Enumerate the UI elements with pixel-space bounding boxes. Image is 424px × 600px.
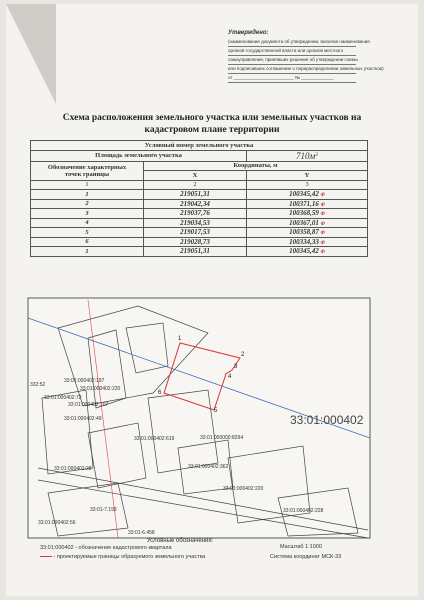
parcel-label: 33:01:000402:72 bbox=[44, 395, 82, 401]
point-label: 6 bbox=[158, 390, 162, 396]
parcel-label: 33:01:000402:56 bbox=[38, 520, 76, 526]
points-header-line-2: точек границы bbox=[64, 170, 110, 178]
points-header-line-1: Обозначение характерных bbox=[47, 163, 127, 171]
y-cell bbox=[247, 190, 368, 200]
point-number: 2 bbox=[31, 199, 144, 209]
point-number: 6 bbox=[31, 237, 144, 247]
y-value: 100358,87 bbox=[289, 228, 319, 237]
approval-line: органов государственной власти или органов местного bbox=[228, 47, 356, 56]
check-mark: Ф bbox=[320, 202, 325, 208]
point-label: 2 bbox=[241, 352, 245, 358]
x-value: 219042,34 bbox=[144, 199, 247, 209]
legend-item-boundary-text: - проектируемые границы образуемого земельного участка bbox=[53, 554, 206, 560]
y-value: 100368,59 bbox=[289, 209, 319, 218]
y-value: 100367,01 bbox=[289, 218, 319, 227]
x-value: 219034,53 bbox=[144, 218, 247, 228]
legend bbox=[40, 538, 380, 562]
legend-item-quarter: 33:01:000402 - обозначение кадастрового квартала bbox=[40, 545, 172, 551]
map-scale: Масштаб 1:1000 bbox=[280, 544, 322, 550]
title-line-1: Схема расположения земельного участка или земельных участков на bbox=[62, 113, 362, 123]
parcel-label: 33:01:000402:220 bbox=[223, 486, 264, 492]
approval-line: (наименование документа об утверждении, включая наименования bbox=[228, 38, 356, 47]
y-value: 100345,42 bbox=[289, 247, 319, 256]
y-value: 100371,16 bbox=[289, 199, 319, 208]
column-number: 2 bbox=[144, 180, 247, 190]
legend-title: Условные обозначения: bbox=[146, 538, 214, 544]
check-mark: Ф bbox=[320, 212, 325, 218]
column-number: 1 bbox=[31, 180, 144, 190]
y-cell bbox=[247, 228, 368, 238]
check-mark: Ф bbox=[320, 221, 325, 227]
table-row bbox=[31, 190, 368, 200]
table-row bbox=[31, 237, 368, 247]
x-value: 219028,73 bbox=[144, 237, 247, 247]
area-cell bbox=[247, 150, 368, 161]
y-cell bbox=[247, 218, 368, 228]
red-line-swatch bbox=[40, 556, 52, 557]
x-value: 219037,76 bbox=[144, 209, 247, 219]
parcel-label: 33:01:000402:49 bbox=[64, 416, 102, 422]
approval-line: или подписавших соглашение о перераспределении земельных участков) bbox=[228, 65, 356, 74]
parcel-label: 33:01:000402:107 bbox=[68, 402, 109, 408]
points-header bbox=[31, 161, 144, 180]
parcel-label: 33:01:000402:197 bbox=[64, 378, 105, 384]
column-number: 3 bbox=[247, 180, 368, 190]
parcel-label: 33:01:000402:362 bbox=[188, 464, 229, 470]
area-value: 710м bbox=[296, 150, 316, 161]
table-row bbox=[31, 228, 368, 238]
x-value: 219051,31 bbox=[144, 247, 247, 257]
parcel-label: 33:01:000402:228 bbox=[283, 508, 324, 514]
point-label: 4 bbox=[228, 374, 232, 380]
x-value: 219017,53 bbox=[144, 228, 247, 238]
table-row bbox=[31, 199, 368, 209]
y-cell bbox=[247, 247, 368, 257]
point-number: 4 bbox=[31, 218, 144, 228]
table-row bbox=[31, 209, 368, 219]
coords-header: Координаты, м bbox=[144, 161, 368, 171]
point-number: 5 bbox=[31, 228, 144, 238]
point-label: 5 bbox=[214, 408, 218, 414]
check-mark: Ф bbox=[320, 240, 325, 246]
table-row bbox=[31, 218, 368, 228]
x-header: X bbox=[144, 171, 247, 181]
coordinate-system: Система координат МСК-33 bbox=[270, 554, 342, 560]
point-number: 1 bbox=[31, 247, 144, 257]
y-cell bbox=[247, 199, 368, 209]
parcel-label: 33:01:000000:8294 bbox=[200, 435, 244, 441]
approval-block bbox=[228, 30, 384, 83]
parcel-label: 332:52 bbox=[30, 382, 46, 388]
folded-corner bbox=[6, 4, 56, 104]
road-label: 33:01-7.193 bbox=[90, 507, 117, 513]
area-unit-sup: 2 bbox=[315, 151, 318, 158]
y-header: Y bbox=[247, 171, 368, 181]
point-label: 1 bbox=[178, 336, 182, 342]
coordinates-table bbox=[30, 140, 368, 257]
table-row bbox=[31, 247, 368, 257]
check-mark: Ф bbox=[320, 231, 325, 237]
y-cell bbox=[247, 209, 368, 219]
x-value: 219051,31 bbox=[144, 190, 247, 200]
area-label: Площадь земельного участка bbox=[31, 150, 247, 161]
approval-title: Утверждено: bbox=[228, 30, 269, 36]
title-line-2: кадастровом плане территории bbox=[144, 125, 280, 135]
parcel-label: 33:01:000402:220 bbox=[80, 386, 121, 392]
y-value: 100334,33 bbox=[289, 237, 319, 246]
check-mark: Ф bbox=[320, 250, 325, 256]
approval-line: самоуправления, принявших решение об утверждении схемы bbox=[228, 56, 356, 65]
point-label: 3 bbox=[234, 364, 238, 370]
y-value: 100345,42 bbox=[289, 190, 319, 199]
approval-date-line: от ________________________ № _____________ bbox=[228, 74, 356, 83]
cadastral-map bbox=[28, 298, 370, 538]
road-label: 33:01-6.458 bbox=[128, 530, 155, 536]
check-mark: Ф bbox=[320, 193, 325, 199]
quarter-label: 33:01:000402 bbox=[290, 413, 364, 427]
parcel-label: 33:01:000402:619 bbox=[134, 436, 175, 442]
parcel-label: 33:01:000402:28 bbox=[54, 466, 92, 472]
y-cell bbox=[247, 237, 368, 247]
point-number: 3 bbox=[31, 209, 144, 219]
conditional-number-label: Условный номер земельного участка bbox=[31, 141, 368, 151]
document-title bbox=[40, 112, 384, 136]
point-number: 1 bbox=[31, 190, 144, 200]
